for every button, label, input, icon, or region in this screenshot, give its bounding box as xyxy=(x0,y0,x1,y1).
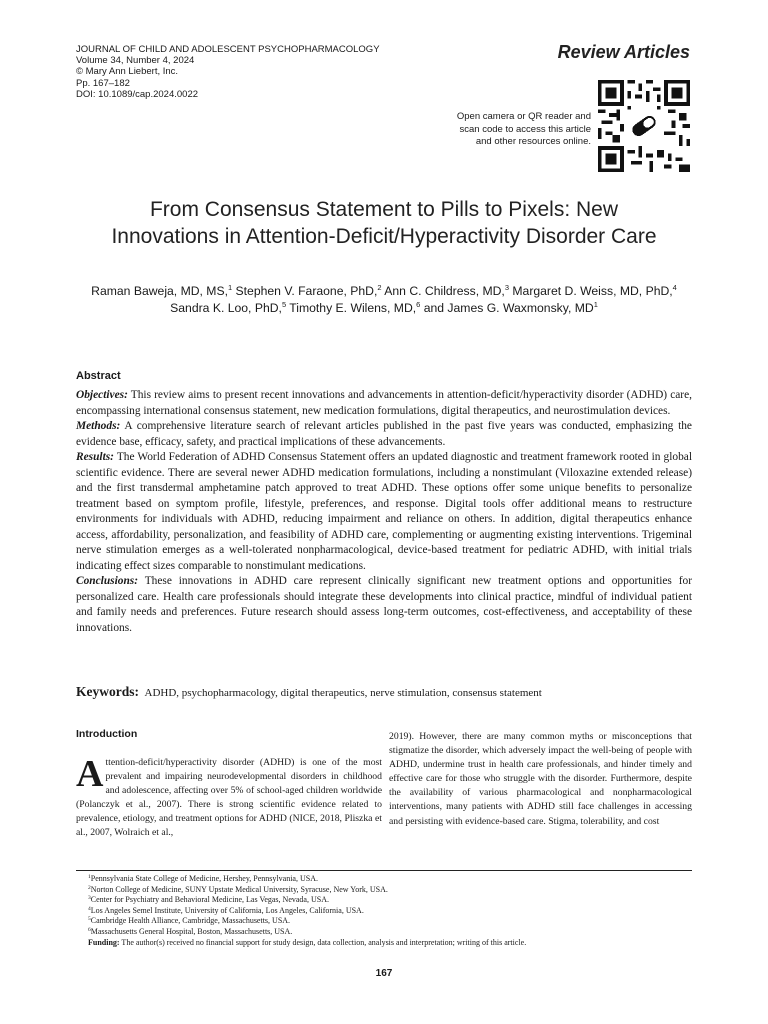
drop-cap: A xyxy=(76,753,104,795)
author-name: Stephen V. Faraone, PhD, xyxy=(232,284,378,298)
footnote-text: Cambridge Health Alliance, Cambridge, Massachusetts, USA. xyxy=(90,916,291,926)
qr-instructions-line: scan code to access this article xyxy=(459,123,591,135)
footnote-number: 6 xyxy=(88,926,91,933)
author-affiliation: 4 xyxy=(672,283,677,292)
section-label: Review Articles xyxy=(557,42,690,62)
author-affiliation: 1 xyxy=(227,283,233,292)
footnote-number: 2 xyxy=(88,884,91,891)
affiliation-footnote xyxy=(88,916,698,927)
footnote-divider xyxy=(76,870,692,871)
article-title-line: Innovations in Attention-Deficit/Hyperactivity Disorder Care xyxy=(111,225,657,248)
funding-text: The author(s) received no financial support for study design, data collection, analysis and interpretation; writing of this article. xyxy=(119,937,527,947)
journal-copyright: © Mary Ann Liebert, Inc. xyxy=(76,66,179,78)
footnote-text: Norton College of Medicine, SUNY Upstate Medical University, Syracuse, New York, USA. xyxy=(90,884,388,894)
footnote-text: Los Angeles Semel Institute, University of California, Los Angeles, California, USA. xyxy=(90,905,364,915)
footnote-number: 4 xyxy=(88,905,91,912)
abstract-section-text: These innovations in ADHD care represent clinically significant new treatment options and opportunities for personalized care. Health care professionals should integrate these developments into clinical practice, mindful of individual patient and family needs and preferences. Future research should assess long-term outcomes, cost-effectiveness, and acceptability of these innovations. xyxy=(76,575,692,634)
author-name: Ann C. Childress, MD, xyxy=(381,284,505,298)
qr-instructions-line: and other resources online. xyxy=(475,136,591,147)
page-number: 167 xyxy=(375,968,393,979)
author-name: Timothy E. Wilens, MD, xyxy=(286,300,417,315)
affiliation-footnote xyxy=(88,927,698,938)
qr-code[interactable] xyxy=(598,80,690,172)
section-heading-introduction: Introduction xyxy=(76,728,138,740)
author-affiliation: 6 xyxy=(416,299,421,309)
qr-instructions-line: Open camera or QR reader and xyxy=(456,111,591,122)
journal-name: JOURNAL OF CHILD AND ADOLESCENT PSYCHOPHARMACOLOGY xyxy=(76,44,380,55)
keywords-label: Keywords: xyxy=(76,684,139,699)
abstract-section-label: Objectives: xyxy=(76,389,128,401)
abstract-section-label: Results: xyxy=(76,451,114,463)
body-column-left xyxy=(76,753,382,841)
abstract-heading: Abstract xyxy=(76,370,121,382)
abstract-section-text: The World Federation of ADHD Consensus Statement offers an updated diagnostic and treatment framework rooted in global scientific evidence. There are several newer ADHD medication formulations, including a nonstimulant (Viloxazine extended release) and the first transdermal amphetamine patch approved to treat ADHD. These options offer some unique benefits to personalize treatment based on symptom profile, lifestyle, preferences, and response. Digital tools offer additional means to restructure environments for individuals with ADHD, reducing impairment and reliance on others. In addition, digital therapeutics enhance access, affordability, personalization, and feasibility of ADHD care, complementing or augmenting existing interventions. Trigeminal nerve stimulation emerges as a well-tolerated nonpharmacological, device-based treatment for pediatric ADHD, with initial trials indicating effect sizes comparable to nonstimulant medications. xyxy=(76,451,692,572)
abstract-section-text: A comprehensive literature search of relevant articles published in the past five years was conducted, emphasizing the evidence base, efficacy, safety, and practical implications of these advancements. xyxy=(76,420,692,448)
body-paragraph: 2019). However, there are many common myths or misconceptions that stigmatize the disorder, which adversely impact the well-being of people with ADHD, undermine trust in health care professionals, and hinder timely and effective care for those who struggle with the disorder. Furthermore, despite the availability of various pharmacological and nonpharmacological interventions, many patients with ADHD still face challenges in accessing and persisting with evidence-based care. Stigma, tolerability, and cost xyxy=(389,731,692,827)
abstract-section-label: Methods: xyxy=(76,420,121,432)
affiliation-footnote xyxy=(88,874,698,885)
author-affiliation: 3 xyxy=(504,283,509,292)
author-name: Sandra K. Loo, PhD, xyxy=(170,300,282,315)
abstract-methods xyxy=(76,419,692,450)
abstract-body xyxy=(76,388,692,636)
author-name: Raman Baweja, MD, MS, xyxy=(91,284,228,298)
keywords xyxy=(76,684,696,700)
article-title-line: From Consensus Statement to Pills to Pixels: New xyxy=(149,198,618,221)
abstract-section-text: This review aims to present recent innovations and advancements in attention-deficit/hyperactivity disorder (ADHD) care, encompassing international consensus statement, new medication formulations, digital therapeutics, and neurostimulation devices. xyxy=(76,389,692,417)
author-line xyxy=(50,300,718,317)
funding-label: Funding: xyxy=(88,937,120,947)
journal-doi: DOI: 10.1089/cap.2024.0022 xyxy=(76,88,199,100)
abstract-section-label: Conclusions: xyxy=(76,575,139,587)
article-title xyxy=(60,196,708,250)
qr-instructions xyxy=(420,111,591,149)
author-line xyxy=(50,283,718,300)
footnote-text: Center for Psychiatry and Behavioral Medicine, Las Vegas, Nevada, USA. xyxy=(90,895,329,905)
footnote-text: Pennsylvania State College of Medicine, Hershey, Pennsylvania, USA. xyxy=(90,874,318,883)
footnotes xyxy=(88,874,698,948)
footnote-text: Massachusetts General Hospital, Boston, Massachusetts, USA. xyxy=(90,926,293,936)
journal-pages: Pp. 167–182 xyxy=(76,77,130,89)
author-name: Margaret D. Weiss, MD, PhD, xyxy=(509,284,673,298)
journal-volume: Volume 34, Number 4, 2024 xyxy=(76,55,195,67)
footnote-number: 3 xyxy=(88,895,91,902)
affiliation-footnote xyxy=(88,906,698,917)
footnote-number: 1 xyxy=(88,874,91,880)
author-affiliation: 2 xyxy=(377,283,382,292)
abstract-results xyxy=(76,450,692,574)
body-paragraph: ttention-deficit/hyperactivity disorder (ADHD) is one of the most prevalent and impairing neurodevelopmental disorders in childhood and adolescence, affecting over 5% of school-aged children worldwide (Polanczyk et al., 2007). There is strong scientific evidence related to prevalence, etiology, and treatment options for ADHD (NICE, 2018, Pliszka et al., 2007, Wolraich et al., xyxy=(76,757,382,839)
funding-statement xyxy=(88,938,698,949)
journal-info xyxy=(76,44,380,100)
author-list xyxy=(50,283,718,316)
author-affiliation: 5 xyxy=(281,299,287,309)
affiliation-footnote xyxy=(88,885,698,896)
abstract-conclusions xyxy=(76,574,692,636)
affiliation-footnote xyxy=(88,895,698,906)
body-column-right xyxy=(389,730,692,829)
abstract-objectives xyxy=(76,388,692,419)
author-affiliation: 1 xyxy=(593,299,598,309)
keywords-text: ADHD, psychopharmacology, digital therapeutics, nerve stimulation, consensus statement xyxy=(144,687,542,699)
footnote-number: 5 xyxy=(88,916,91,923)
author-name: and James G. Waxmonsky, MD xyxy=(420,300,594,315)
